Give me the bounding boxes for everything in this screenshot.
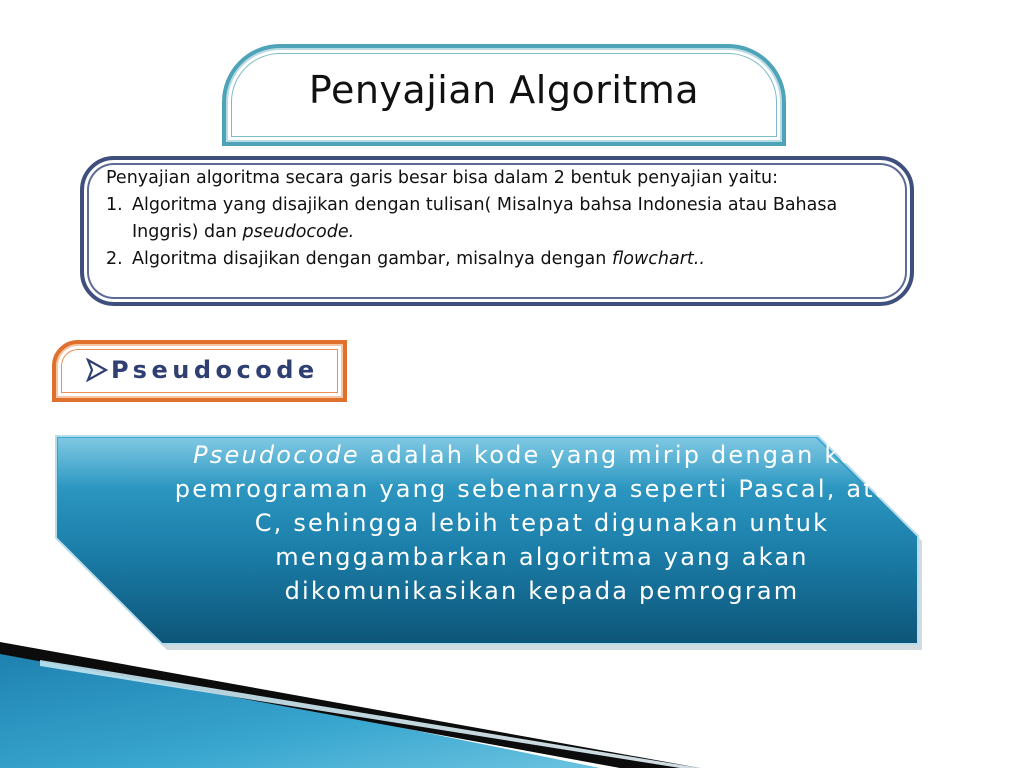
list-number: 2.	[106, 249, 123, 269]
list-item	[106, 246, 896, 273]
definition-text	[172, 438, 912, 608]
section-label: Pseudocode	[111, 356, 319, 384]
list-item-text: Algoritma yang disajikan dengan tulisan( Misalnya bahsa Indonesia atau Bahasa Inggris) dan	[132, 195, 838, 242]
list-number: 1.	[106, 195, 123, 215]
arrowhead-bullet-icon	[86, 358, 108, 382]
list-item-emphasis: pseudocode.	[242, 222, 355, 242]
intro-content	[106, 165, 896, 273]
definition-block	[52, 432, 922, 650]
corner-swoosh-decoration	[0, 640, 700, 768]
section-tag	[52, 340, 347, 402]
list-item	[106, 192, 896, 246]
list-item-text: Algoritma disajikan dengan gambar, misalnya dengan	[132, 249, 612, 269]
title-box	[222, 44, 786, 146]
intro-box	[80, 156, 914, 306]
slide-title: Penyajian Algoritma	[308, 68, 700, 112]
intro-lead: Penyajian algoritma secara garis besar bisa dalam 2 bentuk penyajian yaitu:	[106, 168, 779, 188]
definition-term: Pseudocode	[193, 441, 360, 469]
list-item-emphasis: flowchart..	[611, 249, 705, 269]
definition-body: adalah kode yang mirip dengan kode pemrograman yang sebenarnya seperti Pascal, atau C, sehingga lebih tepat digunakan untuk menggambarkan algoritma yang akan dikomunikasikan kepada pemrogram	[174, 441, 910, 605]
